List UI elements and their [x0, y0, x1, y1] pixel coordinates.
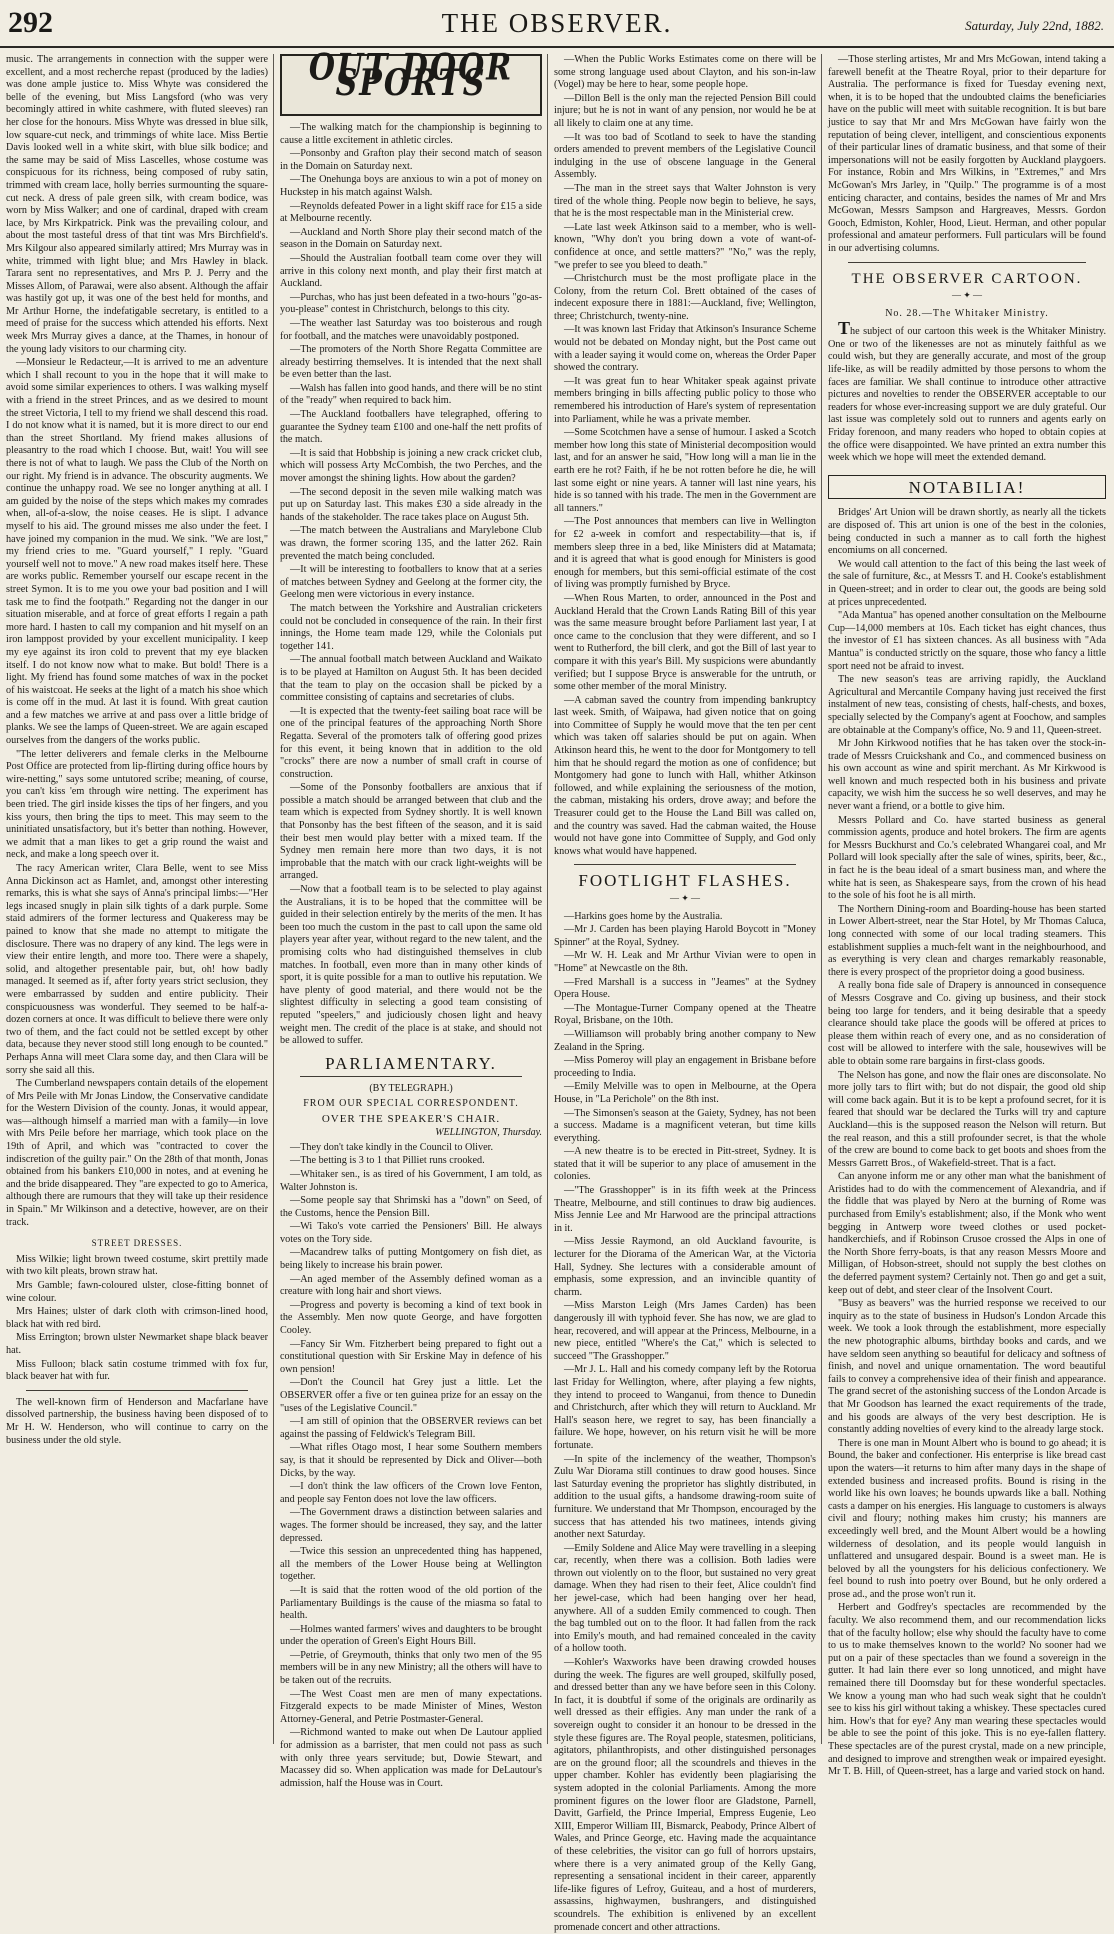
notabilia-item: Herbert and Godfrey's spectacles are recommended by the faculty. We also recommend them, and our recommendation licks that of the faculty hollow; else why should the faculty have to come to us to make themselves known to the world? No sooner had we put on a pair of these spectacles than we found a sovereign in the gutter. It had lain there ever so long unnoticed, and might have remained there till Doomsday but for these wonderful spectacles. We know a young man who had such weak sight that he couldn't see to kiss his girl without taking a whiskey. These spectacles cured him. How's that for eye? Any man wearing these spectacles would be able to see the point of this joke. This is no eye-fallen flattery. These spectacles are of the purest crystal, made on a new principle, and designed to improve and strengthen weak or impaired eyesight. Mr T. B. Hill, of Queen-street, has a large and varied stock on hand.: [828, 1602, 1106, 1778]
column-2: [280, 47, 542, 1789]
divider: [574, 864, 796, 865]
sports-item: —The second deposit in the seven mile walking match was put up on Saturday last. This makes £30 a side already in the hands of the stakeholder. The race takes place on August 5th.: [280, 486, 542, 523]
theatre-item: —Emily Melville was to open in Melbourne, at the Opera House, in "La Perichole" on the 8th inst.: [554, 1081, 816, 1105]
article-paragraph: The racy American writer, Clara Belle, went to see Miss Anna Dickinson act as Hamlet, and, amongst other interesting remarks, this is what she says of Anna's principal limbs:—"Her legs incased snugly in plain silk tights of a dark purple. Some staid admirers of the former lecturess and Quakeress may be pained to know that she made no attempt to mitigate the disclosure. There was no drapery of any kind. The legs were in view their entire length, and more too. There were a shapely, solid, and altogether presentable pair, but, oh! how badly managed. It seemed as if, after forty years strict seclusion, they were embarrassed by sudden and entire publicity. Their conspicuousness was wonderful. They seemed to be half-a-dozen corners at once. It was difficult to believe there were only two of them, and the fact could not be settled except by other data, because they never stood still long enough to be counted." Perhaps Anna will meet Clara some day, and then Clara will be sorry she said all this.: [6, 863, 268, 1076]
parliament-item: —I am still of opinion that the OBSERVER reviews can bet against the passing of Feldwick's Telegram Bill.: [280, 1416, 542, 1440]
page-header: [0, 0, 1114, 48]
theatre-item: —Those sterling artistes, Mr and Mrs McGowan, intend taking a farewell benefit at the Theatre Royal, prior to their departure for Australia. The performance is fixed for Tuesday evening next, when, it is to be hoped that the undoubted claims the beneficiaries have on the public will meet with suitable recognition. It is but bare justice to say that Mr and Mrs McGowan have fairly won the reputation of being clever, intelligent, and conscientious exponents of their particular lines of dramatic business, and that some of their impersonations will not be easily forgotten by Auckland playgoers. For instance, Robin and Mrs Wilkins, in "Extremes," and Mrs McGowan's Mrs Jarley, in "Quilp." The programme is of a most enticing character, and contains, besides the names of Mr and Mrs McGowan, Messrs Sampson and Hargreaves, Messrs. Gordon Gooch, Edmiston, Kohler, Hood, Lieut. Herman, and other popular professional and amateur performers. Full particulars will be found in our advertising columns.: [828, 54, 1106, 254]
column-4: [828, 54, 1106, 1778]
sports-item: —Purchas, who has just been defeated in a two-hours "go-as-you-please" contest in Christchurch, belongs to this city.: [280, 291, 542, 316]
parliament-item: —It is said that the rotten wood of the old portion of the Parliamentary Buildings is the cause of the miasma so fatal to health.: [280, 1584, 542, 1622]
theatre-item: —"The Grasshopper" is in its fifth week at the Princess Theatre, Melbourne, and still continues to draw big audiences. Miss Jennie Lee and Mr Harwood are the principal attractions in it.: [554, 1185, 816, 1234]
theatre-item: —Miss Pomeroy will play an engagement in Brisbane before proceeding to India.: [554, 1055, 816, 1079]
parliamentary-heading: PARLIAMENTARY.: [325, 1053, 497, 1073]
sports-item: —It is expected that the twenty-feet sailing boat race will be one of the principal features of the approaching North Shore Regatta. Several of the promoters talk of offering good prizes for this event, it being known that in addition to the old "crocks" there are now a number of small craft in course of construction.: [280, 705, 542, 780]
column-1: [6, 54, 268, 1744]
theatre-item: —The Simonsen's season at the Gaiety, Sydney, has not been a success. Madame is a magnificent veteran, but time kills everything.: [554, 1107, 816, 1144]
notabilia-item: The Nelson has gone, and now the flair ones are disconsolate. No more jolly tars to flirt with; but do not dispair, the good old ship will come back again. But it is to be kept a profound secret, for it is feared that should war be declared the Turks will try and capture Auckland—this is the supposed reason the Nelson will return. But the real reason, and this a still profounder secret, is that the whole of the crew are bound to come back to get boots and shoes from the Messrs Garrett Bros., of Wakefield-street. That is a fact.: [828, 1069, 1106, 1169]
parliament-item: —Some people say that Shrimski has a "down" on Seed, of the Customs, hence the Pension Bill.: [280, 1195, 542, 1219]
sports-item: —The Auckland footballers have telegraphed, offering to guarantee the Sydney team £100 and one-half the nett profits of the match.: [280, 409, 542, 446]
dress-item: Miss Errington; brown ulster Newmarket shape black beaver hat.: [6, 1332, 268, 1356]
divider: [300, 1076, 522, 1077]
sports-item: —Reynolds defeated Power in a light skiff race for £15 a side at Melbourne recently.: [280, 200, 542, 225]
sports-item: —Ponsonby and Grafton play their second match of season in the Domain on Saturday next.: [280, 148, 542, 172]
sports-item: —The match between the Australians and Marylebone Club was drawn, the former scoring 135, and the latter 262. Rain prevented the match being concluded.: [280, 525, 542, 562]
parliament-item: —It was known last Friday that Atkinson's Insurance Scheme would not be debated on Monday night, but the Post came out with a leader saying it would come on, whereas the Order Paper showed the contrary.: [554, 324, 816, 374]
dress-item: Mrs Haines; ulster of dark cloth with crimson-lined hood, black hat with red bird.: [6, 1306, 268, 1330]
parliament-item: —Progress and poverty is becoming a kind of text book in the Assembly. Men now quote George, and have forgotten Cooley.: [280, 1299, 542, 1337]
theatre-item: —In spite of the inclemency of the weather, Thompson's Zulu War Diorama still continues to draw good houses. Since last Saturday evening the proprietor has slightly distributed, in addition to the usual gifts, a handsome drawing-room suite of furniture. We understand that Mr Thompson, encouraged by the success that has attended his two matinees, intends giving another next Saturday.: [554, 1453, 816, 1541]
notabilia-item: A really bona fide sale of Drapery is announced in consequence of Messrs Cosgrave and Co. giving up business, and their stock being too large for tenders, and it being desirable that a speedy clearance should take place the goods will be offered at prices to please them within reach of every one, and as no consideration of cost will be allowed to interfere with the sale, housewives will be able to obtain some rare bargains in first-class goods.: [828, 980, 1106, 1067]
theatre-item: —Kohler's Waxworks have been drawing crowded houses during the week. The figures are well grouped, skilfully posed, and dressed better than any we have before seen in this Colony. In fact, it is doubtful if some of the originals are ordinarily as well dressed as their effigies. Any man under the rank of a sovereign ought to consider it an honour to be dressed in the style these figures are. The Royal people, statesmen, politicians, agitators, philanthropists, and other distinguished personages are on the ground floor; all the scoundrels and thieves in the upper chamber. Kohler has evidently been plagiarising the system adopted in the colonial Parliaments. Among the more prominent figures on the lower floor are Gladstone, Parnell, Davitt, Garfield, the Prince Imperial, Empress Eugenie, Leo XIII, Emperor William III, Bismarck, Peabody, Prince Albert of Wales, and Prince George, etc. Having made the acquaintance of these celebrities, the visitor can go full of horrors upstairs, where there is a very animated group of the Kelly Gang, representing a sensational incident in their career, apparently life-like figures of Lefroy, Guiteau, and a host of murderers, assassins, highwaymen, bushrangers, and distinguished scoundrels. The exhibition is enlivened by an excellent promenade concert and other attractions.: [554, 1657, 816, 1933]
parliament-item: —Wi Tako's vote carried the Pensioners' Bill. He always votes on the Tory side.: [280, 1221, 542, 1245]
theatre-item: —The Montague-Turner Company opened at the Theatre Royal, Brisbane, on the 10th.: [554, 1002, 816, 1027]
sports-item: —The weather last Saturday was too boisterous and rough for football, and the matches were unavoidably postponed.: [280, 317, 542, 342]
parliament-item: —Dillon Bell is the only man the rejected Pension Bill could injure; but he is not in want of any pension, nor would he be at all likely to claim one at any time.: [554, 92, 816, 129]
parliament-item: —The West Coast men are men of many expectations. Fitzgerald expects to be made Minister of Mines, Weston Attorney-General, and Petrie Postmaster-General.: [280, 1688, 542, 1725]
theatre-item: —Mr J. L. Hall and his comedy company left by the Rotorua last Friday for Wellington, where, after playing a few nights, they intend to proceed to Wanganui, from thence to Dunedin and Christchurch, after which they will return to Auckland. Mr Hall's season here, we regret to say, has been financially a failure. We hope, however, on his return visit he will be more fortunate.: [554, 1364, 816, 1451]
article-paragraph: —Monsieur le Redacteur,—It is arrived to me an adventure which I shall recount to you in the hope that it will make to avoid some similar experiences to others. I was walking myself with a friend in the street Princes, and as we desired to mount the street Victoria, I tell to my friend we shall descend this road. I do not know what it is named, but it is more direct to our end than the street Shortland. My friend makes allusions of pleasantry to the road which I choose. But, wait! You will see there is not of what to laugh. We pass the Club of the North on our right. My friend is in advance. The obscurity augments. We continue the unhappy road. We see no longer anything at all. I am guided by the noise of the steps which makes my comrades when, all-of-a-slow, the noise ceases. He is slipt. I advance myself to his aid. The ground misses me also under the feet. I have joined my companion in the mud. We sink. "We are lost," my friend cries to me. "Guard yourself," I reply. "Guard yourself well not to move." A new road makes itself here. These are works public. Remember yourself our escape recent in the street Symon. It is to me you owe your bad position and I will task me to find the footpath." Regarding not the danger in our situation miserable, and at force of great efforts I regain a path more hard. I hasten to call my companion and hit myself on an iron lamppost provided by your excellent municipality. I keep my eye against its iron cold to prevent that my eye blacken itself. I do not know now what to make. But bold! There is a light. My friend has found some matches of wax in the pocket of his waistcoat. He seeks at the light of a match his shoe which is come off in the mud. At last it is found. With great caution and a few matches we arrive at and pass over a little bridge of planks. We see the lamps of Queen-street. We are again escaped ourselves from the dangers of the works public.: [6, 357, 268, 747]
sports-item: —Walsh has fallen into good hands, and there will be no stint of the "ready" when required to back him.: [280, 382, 542, 407]
notabilia-item: "Busy as beavers" was the hurried response we received to our inquiry as to the state of business in Hudson's London Arcade this week. We took a look through the establishment, more especially the new photographic albums, birthday books and cards, and we have seldom seen anything so beautiful for delicacy and softness of finish, and novel and unique ornamentation. The word beautiful fails to convey a comprehensive idea of their finish and appearance. The grand secret of the astonishing success of the London Arcade is that Mr Goodson has learned the exact requirements of the trade, and his goods are always of the very best description. He is constantly adding novelties of every kind to the already large stock.: [828, 1298, 1106, 1436]
sports-item: —Some of the Ponsonby footballers are anxious that if possible a match should be arranged between that club and the team which is expected from Sydney shortly. It is well known that Ponsonby has the best fifteen of the season, and it is said their best men would play better with a mixed team. If the Sydney men remain here more than two days, it is not improbable that the match with our crack light-weights will be arranged.: [280, 782, 542, 882]
parliament-item: —When Rous Marten, to order, announced in the Post and Auckland Herald that the Crown Lands Rating Bill of this year was the same measure brought before Parliament last year, I at once came to the conclusion that they were different, and so I went to Rutherford, the bill clerk, and got the Bill of last year to compare it with this year's Bill. My suspicions were abundantly verified; but I suppose Bryce is answerable for the untruth, or some other member of the moral Ministry.: [554, 592, 816, 693]
parliament-item: —An aged member of the Assembly defined woman as a creature with long hair and short views.: [280, 1273, 542, 1298]
column-rule: [273, 54, 274, 1744]
notabilia-heading: NOTABILIA!: [828, 475, 1106, 500]
column-rule: [547, 54, 548, 1744]
notabilia-item: Mr John Kirkwood notifies that he has taken over the stock-in-trade of Messrs Cruickshank and Co., and commenced business on his own account as wine and spirit merchant. As Mr Kirkwood is well known and much respected both in his business and private capacity, we wish him the success he so well deserves, and may he never want a friend, or a bottle to give him.: [828, 738, 1106, 813]
theatre-item: —Emily Soldene and Alice May were travelling in a sleeping car, recently, when there was a collision. Both ladies were thrown out violently on to the floor, but sustained no very great damage. When they had risen to their feet, Alice couldn't find her jewel-case, which had been hanging over her head, anywhere. All of a sudden Emily commenced to cough. Then the bag tumbled out on to the floor. It had fallen from the rack into Emily's mouth, and had remained concealed in the cavity of a hollow tooth.: [554, 1542, 816, 1655]
cartoon-paragraph: The subject of our cartoon this week is the Whitaker Ministry. One or two of the likenesses are not as minutely faithful as we could wish, but they are generally accurate, and most of the group life-like, as will be readily admitted by those persons to whom the faces are familiar. We shall continue to introduce other attractive pictures and novelties to render the OBSERVER acceptable to our readers for whose ever-increasing support we are duly grateful. Our last issue was completely sold out to runners and agents early on Friday forenoon, and many readers who hoped to obtain copies at the office were disappointed. We have printed an extra number this week which we hope will meet the extended demand.: [828, 318, 1106, 464]
sports-item: —Auckland and North Shore play their second match of the season in the Domain on Saturday next.: [280, 226, 542, 251]
dress-item: Mrs Gamble; fawn-coloured ulster, close-fitting bonnet of wine colour.: [6, 1280, 268, 1304]
ornament-divider: — ✦ —: [951, 290, 983, 301]
parliament-item: —Some Scotchmen have a sense of humour. I asked a Scotch member how long this state of Ministerial decomposition would last, and for an answer he said, "How long will a man lie in the earth ere he rot? Faith, if he be not rotten before he die, he will last some eight or nine years. A tanner will last nine years, his hide is so tanned with his trade. The men in the Government are all tanners.": [554, 427, 816, 514]
sports-item: The match between the Yorkshire and Australian cricketers could not be concluded in consequence of the rain. In their first innings, the Home team made 129, while the Colonials put together 141.: [280, 602, 542, 652]
sports-item: —The walking match for the championship is beginning to cause a little excitement in athletic circles.: [280, 122, 542, 146]
article-paragraph: The Cumberland newspapers contain details of the elopement of Mrs Peile with Mr Jonas Lindow, the Conservative candidate for the Western Division of the county. Jonas, it would appear, was—although himself a married man with a family—in love with Mrs Peile before her marriage, which took place on the 19th of April, and which was "contracted to cover the indiscretion of the guilty pair." On the 28th of that month, Jonas obtained from his bankers £10,000 in notes, and at evening he and the bride disappeared. They "are expected to go to America, although there are rumours that they will take up their residence in Spain." Mr Wilkinson and a detective, however, are on their track.: [6, 1078, 268, 1228]
sports-item: —It will be interesting to footballers to know that at a series of matches between Sydney and Geelong at the former city, the Geelong men were victorious in every instance.: [280, 564, 542, 601]
page-number: 292: [8, 6, 53, 39]
parliament-item: —Christchurch must be the most profligate place in the Colony, from the return Col. Brett obtained of the cases of indecent exposure there in 1881:—Auckland, five; Wellington, three; Christchurch, twenty-nine.: [554, 273, 816, 322]
theatre-item: —Fred Marshall is a success in "Jeames" at the Sydney Opera House.: [554, 976, 816, 1001]
parliament-item: —They don't take kindly in the Council to Oliver.: [290, 1141, 494, 1153]
masthead-title: THE OBSERVER.: [441, 8, 673, 38]
sports-item: —Now that a football team is to be selected to play against the Australians, it is to be hoped that the committee will be guided in their selection entirely by the merits of the men. It has been too much the custom in the past to call upon the same old players year after year, without regard to the new talent, and the promising colts who had distinguished themselves in club matches. In football, even more than in many other kinds of sport, it is quite possible for a man to outlive his reputation. We have plenty of good material, and there would not be the slightest difficulty in selecting a good team consisting of reputed "speelers," and judiciously chosen light and heavy weight men. The credit of the place is at stake, and should not be allowed to suffer.: [280, 884, 542, 1047]
parliament-item: —The Post announces that members can live in Wellington for £2 a-week in comfort and respectability—that is, if members sleep three in a bed, like Ministers did at Matamata; and it is agreed that what is good enough for Ministers is good enough for members, but this semi-official estimate of the cost of living was promptly furnished by Bryce.: [554, 516, 816, 591]
parliament-item: —The man in the street says that Walter Johnston is very tired of the whole thing. People now begin to believe, he says, that he is the most respectable man in the Ministerial crew.: [554, 182, 816, 220]
footlight-flashes-heading: FOOTLIGHT FLASHES.: [578, 871, 792, 891]
parliament-item: —Richmond wanted to make out when De Lautour applied for admission as a barrister, that men could not pass as such with only three years servitude; but, Dowie Stewart, and Macassey did so. When application was made for DeLautour's admission, half the House was in Court.: [280, 1727, 542, 1789]
outdoor-sports-logo-text: OUT DOOR SPORTS: [308, 47, 514, 105]
ornament-divider: — ✦ —: [669, 893, 701, 903]
sports-item: —The Onehunga boys are anxious to win a pot of money on Huckstep in his match against Walsh.: [280, 174, 542, 198]
dress-item: Miss Fulloon; black satin costume trimmed with fox fur, black beaver hat with fur.: [6, 1358, 268, 1383]
notabilia-item: Can anyone inform me or any other man what the banishment of Aristides had to do with the commencement of Alexandria, and if the fiddle that was played by Nero at the burning of Rome was purchased from Emily's establishment; also, if the Monk who went begging in Antwerp wore tweed clothes or used pocket-handkerchiefs, and if Robinson Crusoe crossed the Alps in one of the North Shore ferry-boats, is that any reason Messrs Moore and Milligan, of Hobson-street, should not supply the best clothes on the deferred payment system? Certainly not. Then go and get a suit, keep out of debt, and steer clear of the Insolvent Court.: [828, 1171, 1106, 1296]
parliament-item: —Twice this session an unprecedented thing has happened, all the members of the Lower House being at Wellington together.: [280, 1546, 542, 1583]
dress-item: Miss Wilkie; light brown tweed costume, skirt prettily made with two kilt pleats, brown straw hat.: [6, 1253, 268, 1278]
theatre-item: —Miss Marston Leigh (Mrs James Carden) has been dangerously ill with typhoid fever. She has now, we are glad to hear, recovered, and will appear at the Princess, Melbourne, in a new piece, entitled "Where's the Cat," which is selected to succeed "The Grasshopper.": [554, 1300, 816, 1362]
theatre-item: —Miss Jessie Raymond, an old Auckland favourite, is lecturer for the Diorama of the American War, at the Victoria Hall, Sydney. She lectures with a considerable amount of emphasis, some expression, and an invincible quantity of charm.: [554, 1236, 816, 1298]
parliament-item: —What rifles Otago most, I hear some Southern members say, is that it should be represented by Dick and Oliver—both Dicks, by the way.: [280, 1442, 542, 1479]
parliament-item: —Holmes wanted farmers' wives and daughters to be brought under the operation of Green's Eight Hours Bill.: [280, 1623, 542, 1648]
parliamentary-dateline: WELLINGTON, Thursday.: [435, 1127, 542, 1139]
notabilia-item: Bridges' Art Union will be drawn shortly, as nearly all the tickets are disposed of. This art union is one of the best in the colonies, being conducted in such a manner as to call forth the highest encomiums on all concerned.: [828, 507, 1106, 557]
notabilia-item: The new season's teas are arriving rapidly, the Auckland Agricultural and Mercantile Company having just received the first instalment of new teas, consisting of chests, half-chests, and boxes, specially selected by the Company's agent at Foochow, and samples are obtainable at the Company's office, No. 9 and 11, Queen-street.: [828, 674, 1106, 736]
parliament-item: —Don't the Council hat Grey just a little. Let the OBSERVER offer a five or ten guinea prize for an essay on the "uses of the Legislative Council.": [280, 1377, 542, 1414]
issue-date: Saturday, July 22nd, 1882.: [965, 18, 1104, 33]
notabilia-item: There is one man in Mount Albert who is bound to go ahead; it is Bound, the baker and confectioner. His enterprise is like bread cast upon the waters—it returns to him after many days in the shape of extended business and increased profits. Bound is rising in the world like his own loaves; he bounds upwards like a ball. Nothing casts a damper on his energies. His language to customers is always civil and floury; nothing makes him crusty; his manners are exceedingly well bred, and the Mount Albert would be a howling wilderness of desolation, and its people would languish in unflattered and unsugared despair. Bound is a sweet man. He is beloved by all the youngsters for his delicious confectionery. We feel bound to rush into poetry over Bound, but he only ordered a prose ad., and the prose won't run it.: [828, 1437, 1106, 1600]
parliament-item: —It was too bad of Scotland to seek to have the standing orders amended to prevent members of the Legislative Council indulging in the use of obscene language in the General Assembly.: [554, 131, 816, 181]
article-paragraph: The well-known firm of Henderson and Macfarlane have dissolved partnership, the business having been disposed of to Mr H. W. Henderson, who will continue to carry on the business under the old style.: [6, 1396, 268, 1446]
divider: [26, 1390, 248, 1391]
sports-item: —The promoters of the North Shore Regatta Committee are already bestirring themselves. It is intended that the next shall be even better than the last.: [280, 344, 542, 381]
sports-item: —Should the Australian football team come over they will arrive in this colony next month, and play their first match at Auckland.: [280, 252, 542, 290]
divider: [848, 262, 1086, 263]
theatre-item: —A new theatre is to be erected in Pitt-street, Sydney. It is stated that it will be superior to any place of amusement in the colonies.: [554, 1146, 816, 1183]
sports-item: —The annual football match between Auckland and Waikato is to be played at Hamilton on August 5th. It has been decided that the team to play on the occasion shall be picked by a committee consisting of captains and secretaries of clubs.: [280, 654, 542, 704]
parliamentary-subheading: OVER THE SPEAKER'S CHAIR.: [321, 1112, 501, 1125]
notabilia-item: The Northern Dining-room and Boarding-house has been started in Lower Albert-street, near the Star Hotel, by Mr Thomas Caluca, long connected with some of our local trading steamers. This establishment supplies a much-felt want in the neighbourhood, and as everything is very clean and charges remarkably reasonable, there is every prospect of the proprietor doing a good business.: [828, 903, 1106, 978]
column-rule: [821, 54, 822, 1744]
article-paragraph: music. The arrangements in connection with the supper were excellent, and a most recherche repast (produced by the ladies) was done ample justice to. Miss Whyte was considered the belle of the evening, but Miss Langsford (who was very becomingly attired in white cashmere, with fluted sleeves) ran her close for the honours. Miss Whyte was dressed in blue silk, low square-cut neck, and trimmings of white lace. Miss Bertie Davis looked well in a white skirt, with blue silk bodice; and the same may be said of Miss Lascelles, whose costume was conspicuous for its richness, being composed of ruby satin, trimmed with cream lace, holly berries surmounting the square-cut neck. A dress of pale green silk, with cream bodice, was worn by Miss Walker; and one of cardinal, draped with cream lace, by Mrs Kirkpatrick. Pink was the prevailing colour, and about the most tasteful dress of that tint was Mrs Birchfield's. Mrs Kilgour also appeared similarly attired; Mrs Murray was in white, trimmed with light blue; and Mrs Hawley in black. Tarara sent no representatives, and Mrs P. J. Perry and the Misses Allom, of Parawai, were also absent. Although the affair was hastily got up, it was one of the best held for months, and Mr Arthur Horne, the indefatigable secretary, is entitled to a meed of praise for the success which attended his efforts. Next week Mrs Murray gives a dance, at the Thames, in honour of the young lady visitors to our charming city.: [6, 54, 268, 355]
theatre-item: —Mr J. Carden has been playing Harold Boycott in "Money Spinner" at the Royal, Sydney.: [554, 924, 816, 948]
parliament-item: —When the Public Works Estimates come on there will be some strong language used about Clayton, and his son-in-law (Vogel) may be here to hear, some people hope.: [554, 54, 816, 91]
parliament-item: —It was great fun to hear Whitaker speak against private members bringing in bills affecting public policy to those who remembered his introduction of Hare's system of representation into Parliament, while he was a private member.: [554, 375, 816, 425]
notabilia-item: Messrs Pollard and Co. have started business as general commission agents, produce and hotel brokers. The firm are agents for Messrs Buckhurst and Co.'s celebrated Whangarei coal, and Mr Pollard will look specially after the sale of wines, spirits, beer, &c., in fact he is the beau ideal of a smart business man, and where the white hat is seen, as Shakespeare says, from the crown of his head to the sole of his foot he is all mirth.: [828, 814, 1106, 902]
parliamentary-byline: (BY TELEGRAPH.): [369, 1083, 453, 1095]
outdoor-sports-logo: [280, 47, 542, 116]
parliament-item: —Macandrew talks of putting Montgomery on fish diet, as being likely to increase his brain power.: [280, 1247, 542, 1272]
parliament-item: —The betting is 3 to 1 that Pilliet runs crooked.: [290, 1155, 485, 1167]
sports-item: —It is said that Hobbship is joining a new crack cricket club, which will possess Arty McCombish, the two Perches, and the mover amongst the shining lights. How about the garden?: [280, 447, 542, 485]
theatre-item: —Williamson will probably bring another company to New Zealand in the Spring.: [554, 1028, 816, 1053]
theatre-item: —Mr W. H. Leak and Mr Arthur Vivian were to open in "Home" at Newcastle on the 8th.: [554, 950, 816, 974]
cartoon-heading: THE OBSERVER CARTOON.: [851, 270, 1083, 287]
parliament-item: —Fancy Sir Wm. Fitzherbert being prepared to fight out a constitutional question with Sir Erskine May in defence of his own pension!: [280, 1338, 542, 1375]
parliament-item: —Late last week Atkinson said to a member, who is well-known, "Why don't you bring down a vote of want-of-confidence at once, and settle matters?" "No," was the reply, "we prefer to see you bleed to death.": [554, 221, 816, 271]
notabilia-item: We would call attention to the fact of this being the last week of the sale of furniture, &c., at Messrs T. and H. Cooke's establishment in Queen-street; and in order to clear out, the goods are being sold at prices unprecedented.: [828, 558, 1106, 608]
article-paragraph: "The letter deliverers and female clerks in the Melbourne Post Office are protected from lip-flirting during office hours by wire-netting," says some untutored scribe; meaning, of course, you can't kiss 'em through wire netting. The experiment has been tried. The girl inside kisses the tips of her fingers, and you kiss yours, then bring the tips to meet. This may seem to the uninitiated unsatisfactory, but it's better than nothing. However, we admit that a man likes to get a grip round the waist and neck, and make a long speech over it.: [6, 748, 268, 861]
parliament-item: —Whitaker sen., is as tired of his Government, I am told, as Walter Johnston is.: [280, 1168, 542, 1193]
parliament-item: —I don't think the law officers of the Crown love Fenton, and people say Fenton does not love the law officers.: [280, 1481, 542, 1505]
parliament-item: —Petrie, of Greymouth, thinks that only two men of the 95 members will be in any new Ministry; all the others will have to be taken out of the recruits.: [280, 1649, 542, 1687]
cartoon-subheading: No. 28.—The Whitaker Ministry.: [885, 307, 1049, 319]
parliament-item: —The Government draws a distinction between salaries and wages. The former should be increased, they say, and the latter depressed.: [280, 1507, 542, 1544]
parliament-item: —A cabman saved the country from impending bankruptcy last week. Smith, of Waipawa, had given notice that on going into Committee of Supply he would move that the ten per cent which was taken off salaries should be put on again. When Atkinson heard this, he went to the door for Montgomery to tell him that he should regard the motion as one of confidence; but Montgomery had gone to lunch with Hall, whither Atkinson followed, and while explaining the seriousness of the motion, the cabman, mistaking his orders, drove away; and before the Treasurer could get to the House the Land Bill was called on, and the country was saved. Had the cabman waited, the House would not have gone into Committee of Supply, and God only knows what would have happened.: [554, 694, 816, 857]
notabilia-item: "Ada Mantua" has opened another consultation on the Melbourne Cup—14,000 members at 10s. Each ticket has eight chances, thus the investor of £1 has sixteen chances. As all business with "Ada Mantua" is conducted strictly on the square, those who fancy a little sport need not be afraid to invest.: [828, 610, 1106, 672]
parliamentary-correspondent: FROM OUR SPECIAL CORRESPONDENT.: [303, 1097, 519, 1109]
column-3: [554, 54, 816, 1933]
street-dresses-heading: STREET DRESSES.: [91, 1238, 183, 1249]
theatre-item: —Harkins goes home by the Australia.: [564, 910, 723, 922]
